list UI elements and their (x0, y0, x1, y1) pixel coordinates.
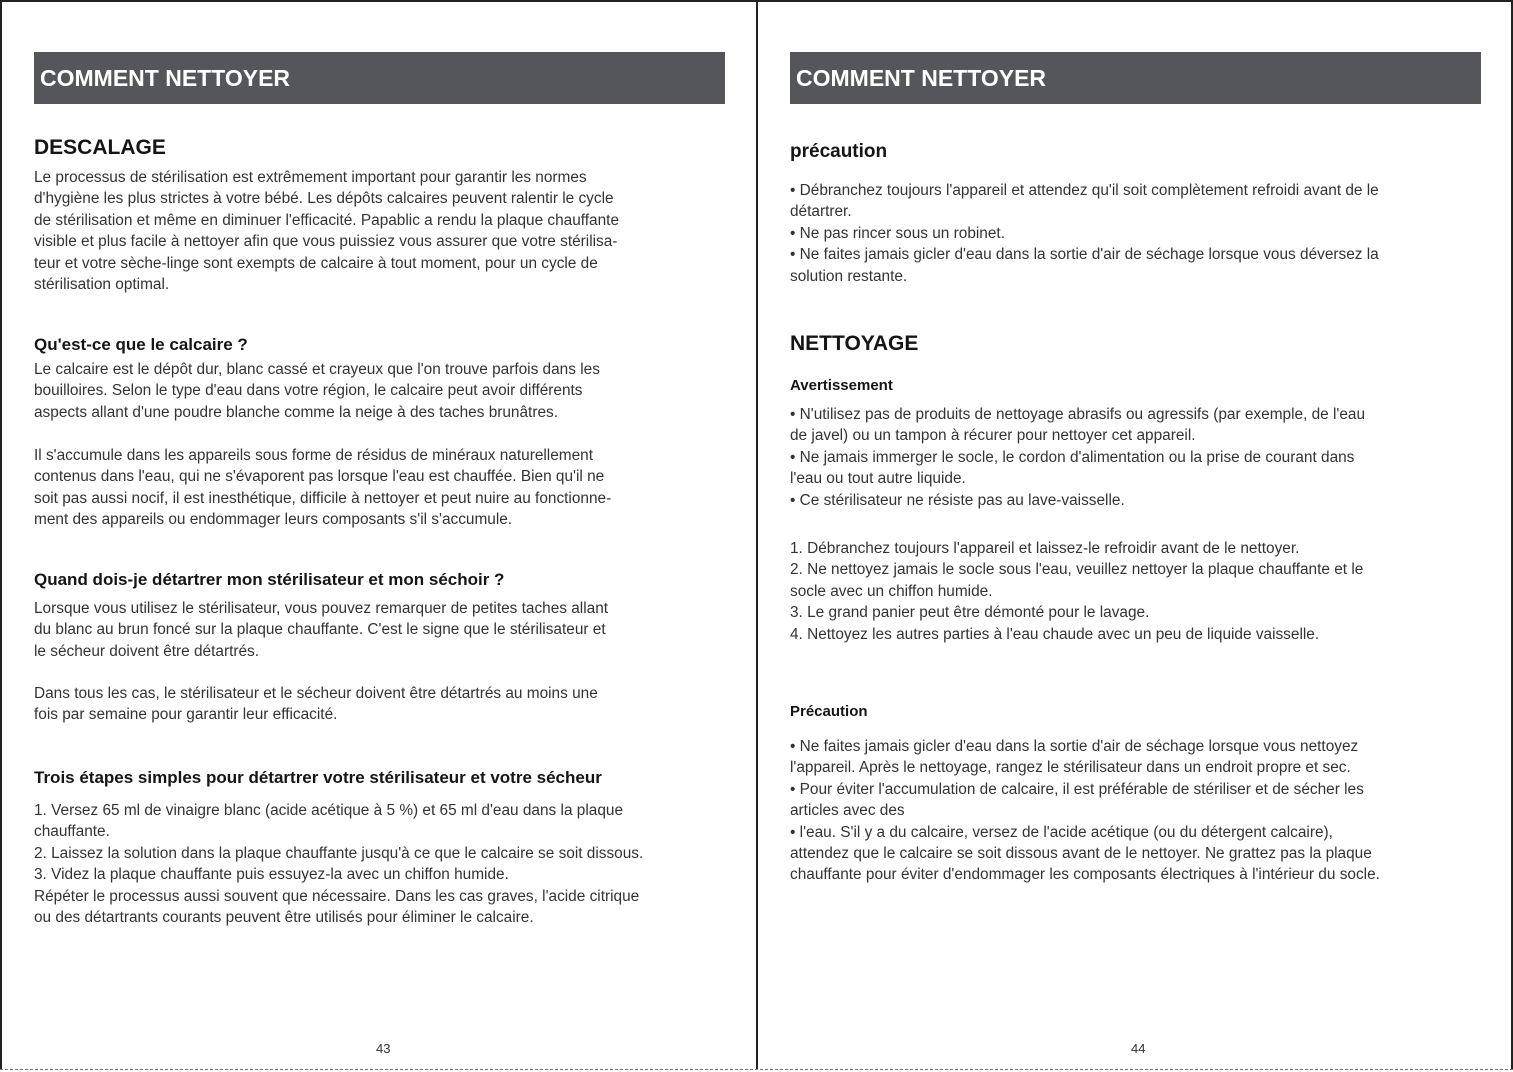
text-line: de javel) ou un tampon à récurer pour nettoyer cet appareil. (790, 427, 1196, 445)
page-number-left: 43 (376, 1041, 391, 1056)
text-line: Dans tous les cas, le stérilisateur et le sécheur doivent être détartrés au moins une (34, 685, 598, 702)
text-line: visible et plus facile à nettoyer afin que vous puissiez vous assurer que votre stérilisa- (34, 233, 618, 251)
what-is-limescale-p2 (34, 445, 611, 531)
text-line: • Ne pas rincer sous un robinet. (790, 224, 1005, 242)
text-line: Lorsque vous utilisez le stérilisateur, vous pouvez remarquer de petites taches allant (34, 600, 609, 617)
what-is-limescale-heading: Qu'est-ce que le calcaire ? (34, 335, 248, 354)
text-line: articles avec des (790, 802, 905, 820)
text-line: de stérilisation et même en diminuer l'efficacité. Papablic a rendu la plaque chauffante (34, 211, 620, 229)
text-line: 2. Ne nettoyez jamais le socle sous l'eau, veuillez nettoyer la plaque chauffante et le (790, 561, 1364, 579)
text-line: du blanc au brun foncé sur la plaque chauffante. C'est le signe que le stérilisateur et (34, 621, 606, 639)
text-line: fois par semaine pour garantir leur efficacité. (34, 706, 338, 724)
text-line: solution restante. (790, 267, 908, 285)
text-line: contenus dans l'eau, qui ne s'évaporent pas lorsque l'eau est chauffée. Bien qu'il ne (34, 468, 605, 486)
text-line: • Ne faites jamais gicler d'eau dans la sortie d'air de séchage lorsque vous nettoyez (790, 738, 1359, 755)
text-line: 1. Débranchez toujours l'appareil et laissez-le refroidir avant de le nettoyer. (790, 540, 1300, 557)
text-line: ment des appareils ou endommager leurs composants s'il s'accumule. (34, 511, 513, 529)
text-line: socle avec un chiffon humide. (790, 582, 993, 600)
nettoyage-heading: NETTOYAGE (790, 332, 919, 355)
what-is-limescale-p1 (34, 359, 600, 423)
text-line: aspects allant d'une poudre blanche comme la neige à des taches brunâtres. (34, 403, 558, 421)
text-line: chauffante. (34, 823, 110, 841)
text-line: 3. Videz la plaque chauffante puis essuyez-la avec un chiffon humide. (34, 866, 509, 884)
three-steps-list (34, 800, 643, 928)
precaution2-heading: Précaution (790, 703, 868, 720)
page-number-right: 44 (1131, 1041, 1146, 1056)
right-page-banner: COMMENT NETTOYER (790, 52, 1481, 104)
text-line: 3. Le grand panier peut être démonté pour le lavage. (790, 604, 1150, 622)
text-line: Le processus de stérilisation est extrêmement important pour garantir les normes (34, 169, 587, 186)
text-line: • N'utilisez pas de produits de nettoyage abrasifs ou agressifs (par exemple, de l'eau (790, 406, 1366, 423)
text-line: 1. Versez 65 ml de vinaigre blanc (acide acétique à 5 %) et 65 ml d'eau dans la plaque (34, 802, 623, 819)
text-line: 2. Laissez la solution dans la plaque chauffante jusqu'à ce que le calcaire se soit dissous. (34, 844, 644, 862)
text-line: ou des détartrants courants peuvent être utilisés pour éliminer le calcaire. (34, 909, 534, 927)
text-line: teur et votre sèche-linge sont exempts de calcaire à tout moment, pour un cycle de (34, 254, 598, 272)
text-line: stérilisation optimal. (34, 276, 170, 294)
left-page-banner: COMMENT NETTOYER (34, 52, 725, 104)
text-line: attendez que le calcaire se soit dissous avant de le nettoyer. Ne grattez pas la plaque (790, 845, 1372, 863)
text-line: • Ce stérilisateur ne résiste pas au lave-vaisselle. (790, 491, 1125, 509)
text-line: • Ne jamais immerger le socle, le cordon d'alimentation ou la prise de courant dans (790, 448, 1355, 466)
three-steps-heading: Trois étapes simples pour détartrer votre stérilisateur et votre sécheur (34, 768, 602, 787)
text-line: l'appareil. Après le nettoyage, rangez le stérilisateur dans un endroit propre et sec. (790, 759, 1351, 777)
when-descale-p2 (34, 683, 598, 726)
cleaning-steps (790, 538, 1363, 645)
text-line: Le calcaire est le dépôt dur, blanc cassé et crayeux que l'on trouve parfois dans les (34, 361, 600, 378)
text-line: chauffante pour éviter d'endommager les composants électriques à l'intérieur du socle. (790, 866, 1380, 884)
precaution2-list (790, 736, 1380, 886)
descalage-heading: DESCALAGE (34, 136, 166, 159)
text-line: • l'eau. S'il y a du calcaire, versez de l'acide acétique (ou du détergent calcaire), (790, 823, 1333, 841)
text-line: • Ne faites jamais gicler d'eau dans la sortie d'air de séchage lorsque vous déversez la (790, 246, 1379, 264)
descalage-intro (34, 167, 619, 295)
text-line: l'eau ou tout autre liquide. (790, 470, 966, 488)
when-descale-p1 (34, 598, 608, 662)
text-line: soit pas aussi nocif, il est inesthétique, difficile à nettoyer et peut nuire au fonctionne- (34, 489, 612, 507)
warning-heading: Avertissement (790, 377, 893, 394)
left-page (0, 0, 757, 1069)
precaution-heading: précaution (790, 141, 888, 162)
warning-list (790, 404, 1365, 511)
text-line: détartrer. (790, 203, 852, 221)
text-line: 4. Nettoyez les autres parties à l'eau chaude avec un peu de liquide vaisselle. (790, 625, 1320, 643)
text-line: Il s'accumule dans les appareils sous forme de résidus de minéraux naturellement (34, 447, 593, 464)
text-line: Répéter le processus aussi souvent que nécessaire. Dans les cas graves, l'acide citrique (34, 887, 640, 905)
when-descale-heading: Quand dois-je détartrer mon stérilisateur et mon séchoir ? (34, 570, 505, 589)
text-line: • Pour éviter l'accumulation de calcaire, il est préférable de stériliser et de sécher les (790, 780, 1364, 798)
text-line: le sécheur doivent être détartrés. (34, 642, 259, 660)
right-page (756, 0, 1513, 1069)
text-line: d'hygiène les plus strictes à votre bébé. Les dépôts calcaires peuvent ralentir le cycle (34, 190, 614, 208)
text-line: bouilloires. Selon le type d'eau dans votre région, le calcaire peut avoir différents (34, 382, 583, 400)
text-line: • Débranchez toujours l'appareil et attendez qu'il soit complètement refroidi avant de le (790, 182, 1379, 199)
bottom-dashed-rule (0, 1069, 1513, 1070)
precaution-list (790, 180, 1379, 287)
